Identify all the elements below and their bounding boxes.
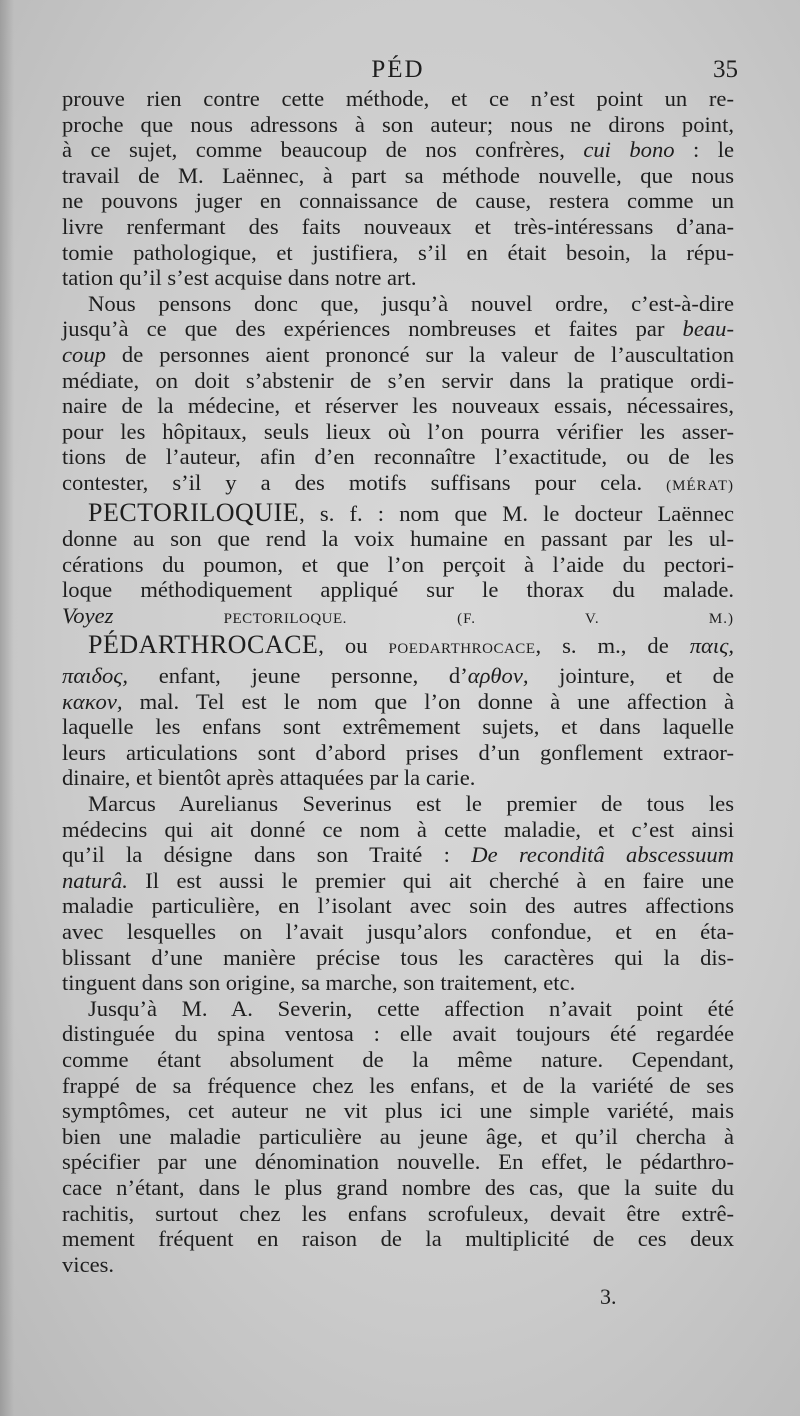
text-line: donne au son que rend la voix humaine en passant par les ul- <box>62 526 734 552</box>
text-line <box>62 137 734 163</box>
text-line: leurs articulations sont d’abord prises d’un gonflement extraor- <box>62 739 734 765</box>
text-line: Marcus Aurelianus Severinus est le premier de tous les <box>88 791 734 817</box>
text-line: laquelle les enfans sont extrêmement sujets, et dans laquelle <box>62 714 734 740</box>
text-run: , ou <box>318 633 368 659</box>
text-line: distinguée du spina ventosa : elle avait toujours été regardée <box>62 1021 734 1047</box>
text-line: Jusqu’à M. A. Severin, cette affection n’avait point été <box>88 995 734 1021</box>
text-line: livre renfermant des faits nouveaux et très-intéressans d’ana- <box>62 213 734 239</box>
entry-pectoriloquie <box>62 497 734 633</box>
text-line: avec lesquelles on l’avait jusqu’alors confondue, et en éta- <box>62 919 734 944</box>
text-line <box>62 316 734 342</box>
signature-mark: 3. <box>600 1284 617 1309</box>
text-line <box>62 868 734 894</box>
paragraph-continuation <box>62 86 734 291</box>
text-line: prouve rien contre cette méthode, et ce n’est point un re- <box>62 86 734 111</box>
text-run: , s. m., de <box>535 633 669 659</box>
text-line <box>62 689 734 715</box>
text-line: naire de la médecine, et réserver les nouveaux essais, nécessaires, <box>62 393 734 419</box>
page-number: 35 <box>713 56 738 83</box>
paragraph-spina-ventosa <box>62 996 734 1278</box>
author-signature: (F. V. M.) <box>457 610 734 627</box>
italic-phrase: Voyez <box>62 602 114 628</box>
text-line: tions de l’auteur, afin d’en reconnaître l’exactitude, ou de les <box>62 444 734 470</box>
text-line: Nous pensons donc que, jusqu’à nouvel ordre, c’est-à-dire <box>88 290 734 316</box>
paragraph-severinus <box>62 791 734 996</box>
text-line: vices. <box>62 1251 115 1277</box>
running-title: PÉD <box>371 56 425 83</box>
text-run: Il est aussi le premier qui ait cherché à en faire une <box>145 867 734 893</box>
text-run: jusqu’à ce que des expériences nombreuses et faites par <box>62 316 665 342</box>
text-line: médecins qui ait donné ce nom à cette maladie, et c’est ainsi <box>62 816 734 842</box>
body-text <box>62 86 734 1277</box>
italic-phrase: De reconditâ abscessuum <box>471 842 734 868</box>
text-run: de personnes aient prononcé sur la valeur de l’auscultation <box>121 341 734 367</box>
variant-spelling: POEDARTHROCACE <box>388 641 536 658</box>
running-head <box>62 56 738 86</box>
text-line: tomie pathologique, et justifiera, s’il en était besoin, la répu- <box>62 239 734 265</box>
text-line: tation qu’il s’est acquise dans notre art. <box>62 265 417 291</box>
text-line: ne pouvons juger en connaissance de cause, restera comme un <box>62 188 734 214</box>
text-run: contester, s’il y a des motifs suffisans pour cela. <box>62 469 643 495</box>
text-line: symptômes, cet auteur ne vit plus ici une simple variété, mais <box>62 1098 734 1124</box>
text-line: cérations du poumon, et que l’on perçoit à l’aide du pectori- <box>62 551 734 577</box>
text-line <box>62 842 734 868</box>
text-line: frappé de sa fréquence chez les enfans, et de la variété de ses <box>62 1072 734 1098</box>
greek-word: παιδος, <box>62 663 129 689</box>
text-line: proche que nous adressons à son auteur; nous ne dirons point, <box>62 111 734 137</box>
paragraph-recommendation <box>62 291 734 500</box>
text-line <box>62 342 734 368</box>
text-line: pour les hôpitaux, seuls lieux où l’on pourra vérifier les asser- <box>62 418 734 444</box>
entry-headword: PÉDARTHROCACE <box>88 630 319 660</box>
text-line <box>62 663 734 689</box>
entry-pedarthrocace <box>62 632 734 791</box>
text-run: mal. Tel est le nom que l’on donne à une affection à <box>139 688 734 714</box>
italic-phrase: beau- <box>682 316 734 342</box>
italic-phrase: cui bono <box>583 137 675 163</box>
text-line <box>62 603 734 633</box>
cross-reference: PECTORILOQUE. <box>223 610 347 627</box>
text-line: loque méthodiquement appliqué sur le thorax du malade. <box>62 577 734 603</box>
text-line: rachitis, surtout chez les enfans scrofuleux, devait être extrê- <box>62 1200 734 1226</box>
text-line <box>62 470 734 500</box>
greek-word: παις, <box>689 633 735 659</box>
text-line: médiate, on doit s’abstenir de s’en servir dans la pratique ordi- <box>62 367 734 393</box>
greek-word: κακον, <box>62 688 123 714</box>
text-line <box>62 632 734 663</box>
text-line: mement fréquent en raison de la multiplicité de ces deux <box>62 1226 734 1252</box>
italic-phrase: naturâ. <box>62 867 128 893</box>
text-line: bien une maladie particulière au jeune âge, et qu’il chercha à <box>62 1123 734 1149</box>
text-line: dinaire, et bientôt après attaquées par la carie. <box>62 765 476 791</box>
text-run: qu’il la désigne dans son Traité : <box>62 842 450 868</box>
text-line: cace n’étant, dans le plus grand nombre des cas, que la suite du <box>62 1174 734 1200</box>
text-line: comme étant absolument de la même nature. Cependant, <box>62 1046 734 1072</box>
text-run: enfant, jeune personne, d’ <box>158 663 468 689</box>
book-page <box>62 56 738 1277</box>
text-run: jointure, et de <box>559 663 734 689</box>
page-fold-shadow <box>0 0 14 1416</box>
text-line: maladie particulière, en l’isolant avec soin des autres affections <box>62 893 734 919</box>
greek-word: αρθον, <box>467 663 529 689</box>
text-run: : le <box>692 137 734 163</box>
text-run: , s. f. : nom que M. le docteur Laënnec <box>299 500 734 526</box>
entry-headword: PECTORILOQUIE <box>88 497 300 527</box>
text-line: blissant d’une manière précise tous les caractères qui la dis- <box>62 944 734 970</box>
text-line <box>62 497 734 527</box>
text-line: spécifier par une dénomination nouvelle. En effet, le pédarthro- <box>62 1149 734 1175</box>
text-run: à ce sujet, comme beaucoup de nos confrères, <box>62 137 565 163</box>
text-line: tinguent dans son origine, sa marche, son traitement, etc. <box>62 970 576 996</box>
text-line: travail de M. Laënnec, à part sa méthode nouvelle, que nous <box>62 162 734 188</box>
author-signature: (MÉRAT) <box>666 477 734 494</box>
italic-phrase: coup <box>62 341 106 367</box>
